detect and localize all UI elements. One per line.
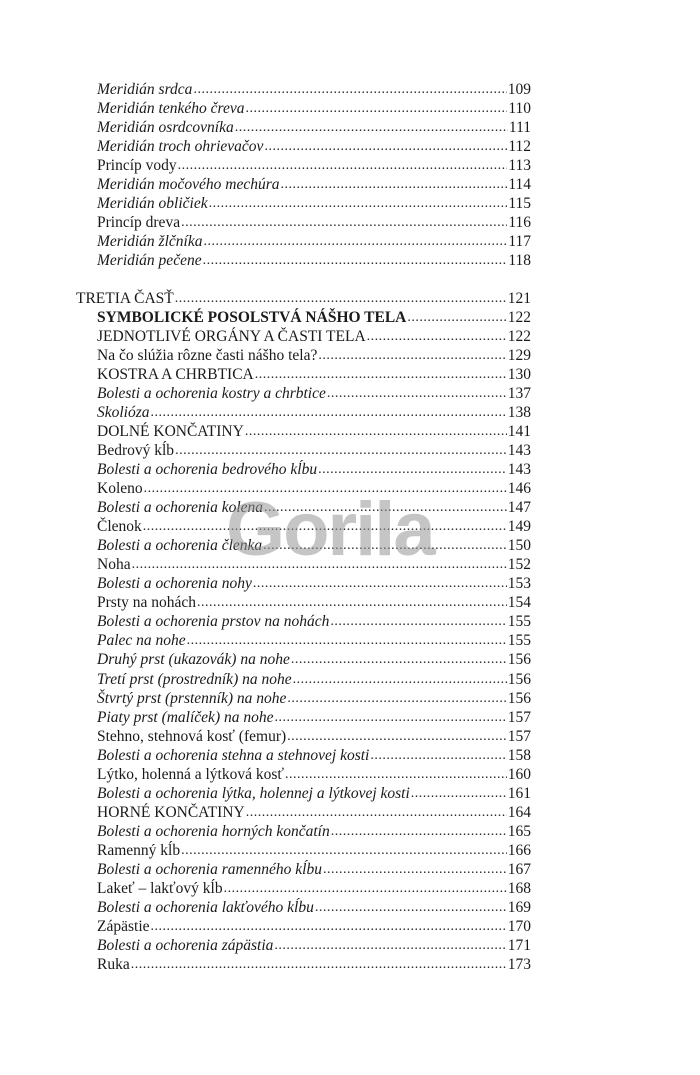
toc-leader-dots [246, 802, 507, 822]
toc-entry [97, 498, 531, 517]
toc-leader-dots [143, 516, 507, 536]
toc-entry-label: Bolesti a ochorenia lýtka, holennej a lýtkovej kosti [97, 784, 410, 802]
toc-entry [97, 879, 531, 898]
toc-leader-dots [224, 878, 507, 898]
toc-entry-page: 156 [507, 670, 531, 688]
toc-leader-dots [203, 250, 508, 270]
toc-entry-page: 166 [507, 841, 531, 859]
toc-leader-dots [209, 193, 508, 213]
toc-entry [97, 517, 531, 536]
toc-entry [97, 765, 531, 784]
toc-entry-label: Skolióza [97, 403, 150, 421]
toc-entry-label: Meridián osrdcovníka [97, 119, 234, 137]
toc-entry-page: 153 [507, 575, 531, 593]
toc-entry-label: Ruka [97, 956, 130, 974]
toc-entry-label: Bolesti a ochorenia kolena [97, 499, 264, 517]
toc-entry-page: 109 [507, 81, 531, 98]
toc-leader-dots [253, 573, 507, 593]
toc-leader-dots [181, 840, 507, 860]
toc-entry-label: Bolesti a ochorenia bedrového kĺbu [97, 460, 318, 478]
toc-entry-label: SYMBOLICKÉ POSOLSTVÁ NÁŠHO TELA [97, 308, 407, 326]
toc-entry-page: 170 [507, 918, 531, 936]
toc-leader-dots [330, 611, 506, 631]
toc-entry-label: JEDNOTLIVÉ ORGÁNY A ČASTI TELA [97, 327, 366, 345]
toc-entry-page: 130 [507, 365, 531, 383]
toc-entry [97, 898, 531, 917]
toc-leader-dots [263, 535, 507, 555]
toc-entry [97, 460, 531, 479]
toc-entry [97, 422, 531, 441]
toc-entry-label: Štvrtý prst (prstenník) na nohe [97, 689, 287, 707]
toc-entry [97, 156, 531, 175]
toc-leader-dots [264, 136, 507, 156]
toc-entry-page: 147 [507, 499, 531, 517]
toc-entry-page: 171 [507, 937, 531, 955]
toc-leader-dots [175, 288, 507, 308]
toc-entry-label: Bolesti a ochorenia ramenného kĺbu [97, 861, 322, 878]
toc-entry [97, 631, 531, 650]
toc-entry-label: Členok [97, 518, 142, 536]
toc-entry-page: 158 [507, 746, 531, 764]
toc-entry-label: HORNÉ KONČATINY [97, 803, 245, 821]
toc-entry [97, 746, 531, 765]
toc-entry [97, 308, 531, 327]
toc-entry [97, 80, 531, 99]
toc-leader-dots [235, 117, 508, 137]
toc-entry-page: 117 [508, 233, 531, 251]
toc-entry [97, 403, 531, 422]
toc-entry-label: Princíp dreva [97, 214, 181, 232]
toc-entry-page: 156 [507, 689, 531, 707]
toc-leader-dots [132, 554, 507, 574]
toc-entry-page: 155 [507, 613, 531, 631]
toc-entry-page: 168 [507, 880, 531, 898]
toc-entry-page: 116 [508, 214, 531, 232]
toc-entry [97, 822, 531, 841]
toc-entry-page: 150 [507, 537, 531, 555]
toc-leader-dots [255, 364, 507, 384]
toc-entry-page: 113 [508, 157, 531, 175]
toc-entry [97, 574, 531, 593]
toc-entry [97, 213, 531, 232]
toc-entry-page: 154 [507, 594, 531, 612]
toc-leader-dots [287, 726, 507, 746]
toc-entry-page: 122 [507, 308, 531, 326]
toc-entry-label: Bedrový kĺb [97, 441, 175, 459]
toc-entry-label: Piaty prst (malíček) na nohe [97, 708, 274, 726]
toc-leader-dots [245, 421, 507, 441]
toc-entry-page: 143 [507, 460, 531, 478]
toc-entry-page: 121 [507, 289, 531, 307]
toc-entry [97, 555, 531, 574]
toc-entry [97, 784, 531, 803]
toc-entry-label: Meridián troch ohrievačov [97, 138, 264, 156]
toc-entry-page: 149 [507, 518, 531, 536]
toc-leader-dots [407, 307, 506, 327]
toc-entry-page: 129 [507, 346, 531, 364]
toc-leader-dots [287, 688, 506, 708]
toc-entry-page: 122 [507, 327, 531, 345]
toc-entry [97, 593, 531, 612]
toc-entry-label: Noha [97, 556, 131, 574]
toc-leader-dots [193, 79, 506, 99]
watermark: Gorila [226, 487, 434, 572]
toc-leader-dots [370, 745, 506, 765]
toc-leader-dots [274, 935, 506, 955]
toc-leader-dots [181, 212, 507, 232]
toc-leader-dots [131, 954, 507, 974]
toc-entry-page: 141 [507, 422, 531, 440]
toc-entry-page: 165 [507, 822, 531, 840]
toc-entry-page: 118 [508, 252, 531, 270]
toc-leader-dots [187, 630, 507, 650]
toc-entry-page: 146 [507, 480, 531, 497]
toc-entry-label: Stehno, stehnová kosť (femur) [97, 727, 287, 745]
toc-entry-page: 167 [507, 861, 531, 878]
toc-leader-dots [264, 497, 507, 517]
toc-leader-dots [175, 440, 507, 460]
toc-leader-dots [151, 402, 507, 422]
toc-entry-label: Lýtko, holenná a lýtková kosť [97, 765, 284, 783]
toc-entry-label: KOSTRA A CHRBTICA [97, 365, 254, 383]
toc-entry-page: 138 [507, 403, 531, 421]
toc-leader-dots [285, 764, 507, 784]
toc-entry-page: 152 [507, 556, 531, 574]
toc-entry [97, 175, 531, 194]
toc-entry-label: Lakeť – lakťový kĺb [97, 880, 223, 898]
toc-leader-dots [151, 916, 507, 936]
toc-entry [97, 118, 531, 137]
toc-entry [97, 917, 531, 936]
toc-leader-dots [281, 174, 508, 194]
toc-leader-dots [274, 707, 506, 727]
toc-entry-label: Na čo slúžia rôzne časti nášho tela? [97, 346, 318, 364]
toc-entry-page: 111 [508, 119, 531, 137]
toc-entry [97, 346, 531, 365]
toc-leader-dots [178, 155, 508, 175]
toc-entry [97, 841, 531, 860]
toc-entry-page: 114 [508, 176, 531, 194]
toc-entry-page: 173 [507, 956, 531, 974]
toc-entry-label: Meridián pečene [97, 252, 202, 270]
toc-entry-label: Prsty na nohách [97, 594, 197, 612]
toc-entry [97, 441, 531, 460]
toc-leader-dots [203, 231, 507, 251]
toc-entry-label: Meridián obličiek [97, 195, 208, 213]
toc-entry-label: Bolesti a ochorenia horných končatín [97, 822, 330, 840]
toc-entry-page: 112 [508, 138, 531, 156]
toc-entry-page: 143 [507, 441, 531, 459]
toc-entry-page: 161 [507, 784, 531, 802]
toc-leader-dots [331, 821, 507, 841]
toc-entry-page: 169 [507, 899, 531, 917]
toc-entry [97, 670, 531, 689]
toc-entry [97, 479, 531, 498]
toc-entry-page: 110 [508, 100, 531, 118]
toc-entry [97, 860, 531, 879]
toc-entry-label: Meridián močového mechúra [97, 176, 280, 194]
toc-entry [97, 384, 531, 403]
toc-entry [97, 612, 531, 631]
toc-entry-page: 115 [508, 195, 531, 213]
toc-entry [97, 650, 531, 669]
toc-entry-label: Bolesti a ochorenia zápästia [97, 937, 274, 955]
toc-entry-label: Ramenný kĺb [97, 841, 181, 859]
toc-leader-dots [318, 345, 506, 365]
toc-leader-dots [197, 592, 507, 612]
toc-entry-page: 160 [507, 765, 531, 783]
toc-leader-dots [327, 383, 507, 403]
toc-entry-page: 157 [507, 708, 531, 726]
toc-entry-label: Meridián tenkého čreva [97, 100, 245, 118]
toc-leader-dots [367, 326, 507, 346]
toc-leader-dots [411, 783, 507, 803]
toc-entry [97, 727, 531, 746]
toc-entry [97, 536, 531, 555]
toc-entry-label: Bolesti a ochorenia nohy [97, 575, 252, 593]
toc-entry-label: Palec na nohe [97, 632, 186, 650]
toc-entry [97, 251, 531, 270]
toc-entry-page: 137 [507, 384, 531, 402]
toc-leader-dots [245, 98, 507, 118]
toc-entry [97, 365, 531, 384]
toc-entry [97, 194, 531, 213]
toc-entry [76, 289, 531, 308]
toc-entry-page: 155 [507, 632, 531, 650]
toc-leader-dots [144, 478, 507, 498]
toc-entry [97, 232, 531, 251]
toc-entry-label: Bolesti a ochorenia stehna a stehnovej kosti [97, 746, 370, 764]
toc-entry [97, 803, 531, 822]
toc-entry-label: Koleno [97, 480, 143, 497]
toc-entry-label: Bolesti a ochorenia prstov na nohách [97, 613, 330, 631]
toc-leader-dots [318, 459, 507, 479]
toc-leader-dots [315, 897, 507, 917]
toc-entry-label: DOLNÉ KONČATINY [97, 422, 244, 440]
toc-leader-dots [293, 669, 507, 689]
toc-entry [97, 689, 531, 708]
toc-entry [97, 327, 531, 346]
toc-entry-label: Druhý prst (ukazovák) na nohe [97, 651, 290, 669]
toc-entry-page: 156 [507, 651, 531, 669]
toc-entry-label: Meridián žlčníka [97, 233, 203, 251]
toc-entry-label: Bolesti a ochorenia členka [97, 537, 263, 555]
toc-entry-label: Bolesti a ochorenia kostry a chrbtice [97, 384, 326, 402]
toc-entry [97, 99, 531, 118]
toc-entry-label: Meridián srdca [97, 81, 193, 98]
toc-leader-dots [323, 859, 507, 879]
toc-entry [97, 137, 531, 156]
toc-entry-label: Zápästie [97, 918, 150, 936]
toc-leader-dots [291, 649, 507, 669]
toc-entry-label: Bolesti a ochorenia lakťového kĺbu [97, 899, 314, 917]
toc-entry-label: Princíp vody [97, 157, 177, 175]
toc-entry-page: 157 [507, 727, 531, 745]
toc-entry-label: TRETIA ČASŤ [76, 289, 174, 307]
toc-entry-label: Tretí prst (prostredník) na nohe [97, 670, 292, 688]
toc-entry [97, 708, 531, 727]
toc-entry [97, 955, 531, 974]
toc-entry [97, 936, 531, 955]
toc-entry-page: 164 [507, 803, 531, 821]
